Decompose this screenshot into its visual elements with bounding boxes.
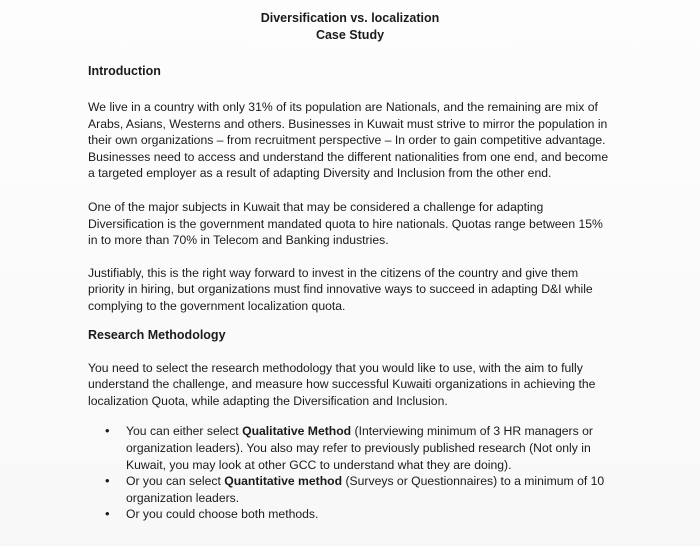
bullet-text-pre: Or you can select bbox=[126, 474, 225, 489]
bullet-text-post: (Surveys or Questionnaires) to a minimum of 10 organization leaders. bbox=[126, 474, 605, 505]
bullet-text-pre: You can either select bbox=[126, 424, 243, 439]
research-methodology-heading: Research Methodology bbox=[88, 327, 226, 342]
list-item bbox=[105, 423, 612, 473]
methodology-bullet-list bbox=[88, 423, 612, 523]
intro-paragraph-2: One of the major subjects in Kuwait that may be considered a challenge for adapting Diversification is the government mandated quota to hire nationals. Quotas range between 15% in to more than 70% in Telecom and Banking industries. bbox=[88, 199, 603, 248]
bullet-icon: • bbox=[105, 506, 110, 522]
bullet-text-bold: Qualitative Method bbox=[242, 424, 352, 439]
bullet-text-bold: Quantitative method bbox=[224, 474, 343, 489]
title-line-1: Diversification vs. localization bbox=[260, 11, 440, 25]
list-item bbox=[105, 506, 612, 523]
list-item bbox=[105, 473, 612, 506]
document-title bbox=[88, 10, 612, 44]
bullet-icon: • bbox=[105, 473, 110, 489]
bullet-text-post: (Interviewing minimum of 3 HR managers or organization leaders). You also may refer to previously published research (Not only in Kuwait, you may look at other GCC to understand what they are doing). bbox=[126, 424, 593, 472]
bullet-text-pre: Or you could choose both methods. bbox=[126, 507, 319, 522]
intro-paragraph-1: We live in a country with only 31% of its population are Nationals, and the remaining are mix of Arabs, Asians, Westerns and others. Businesses in Kuwait must strive to mirror the population in their own organizations – from recruitment perspective – In order to gain competitive advantage. Businesses need to access and understand the different nationalities from one end, and become a targeted employer as a result of adapting Diversity and Inclusion from the other end. bbox=[88, 100, 609, 181]
introduction-heading: Introduction bbox=[88, 64, 161, 78]
title-line-2: Case Study bbox=[315, 28, 385, 42]
methodology-paragraph: You need to select the research methodology that you would like to use, with the aim to fully understand the challenge, and measure how successful Kuwaiti organizations in achieving the localization Quota, while adapting the Diversification and Inclusion. bbox=[88, 360, 596, 408]
bullet-icon: • bbox=[105, 423, 110, 439]
intro-paragraph-3: Justifiably, this is the right way forward to invest in the citizens of the country and give them priority in hiring, but organizations must find innovative ways to succeed in adapting D&I while complying to the government localization quota. bbox=[88, 265, 593, 313]
